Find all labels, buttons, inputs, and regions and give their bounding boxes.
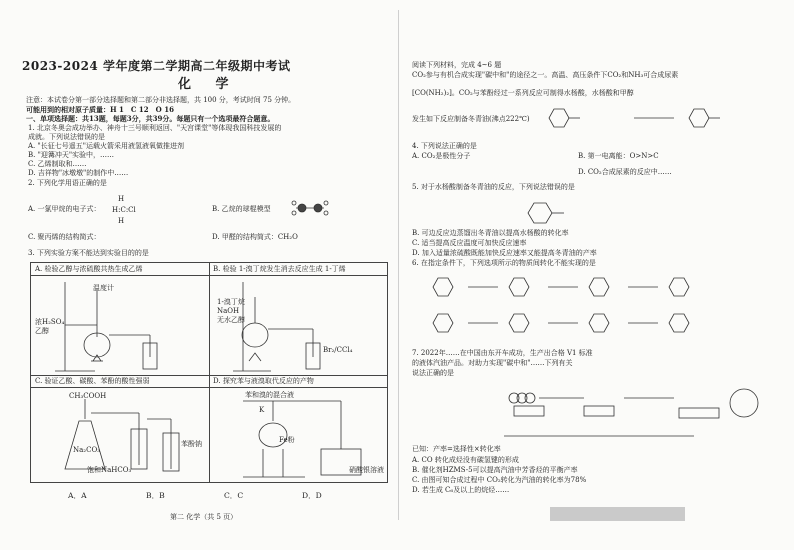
label-br2-ccl4: Br₂/CCl₄ <box>323 346 353 354</box>
q7-stem-3: 说法正确的是 <box>412 369 454 377</box>
label-fe-powder: Fe粉 <box>279 436 295 444</box>
material-line-1: CO₂参与有机合成实现"碳中和"的途径之一。高温、高压条件下CO₂和NH₃可合成尿素 <box>412 71 679 79</box>
label-thermometer: 温度计 <box>93 284 114 292</box>
q2-stem: 2. 下列化学用语正确的是 <box>28 179 107 187</box>
q5-option-a-structure <box>524 198 594 228</box>
experiment-table <box>30 262 388 483</box>
q6-stem: 6. 在指定条件下，下列选项所示的物质间转化不能实现的是 <box>412 259 596 267</box>
experiment-a-caption: A. 检验乙醇与浓硫酸共热生成乙烯 <box>35 265 143 273</box>
label-1-bromobutane: 1-溴丁烷 <box>217 298 245 306</box>
q7-known: 已知：产率=选择性×转化率 <box>412 445 501 453</box>
right-page <box>404 0 794 528</box>
label-benzene-bromine: 苯和溴的混合液 <box>245 391 294 399</box>
label-anhydrous-ethanol: 无水乙醇 <box>217 316 245 324</box>
q2-option-d: D. 甲醛的结构简式：CH₂O <box>212 233 298 241</box>
q7-stem: 7. 2022年……在中国由东开车成功，生产出合格 V1 标准 <box>412 349 593 357</box>
q5-option-b: B. 可边反应边蒸馏出冬青油以提高水杨酸的转化率 <box>412 229 569 237</box>
svg-text:H: H <box>118 217 125 225</box>
q7-option-a: A. CO 转化成烃没有碳氢键的形成 <box>412 456 519 464</box>
q2-option-c: C. 聚丙烯的结构简式： <box>28 233 101 241</box>
q7-option-b: B. 催化剂HZMS-5可以提高汽油中芳香烃的平衡产率 <box>412 466 578 474</box>
q5-stem: 5. 对于水杨酸制备冬青油的反应，下列说法错误的是 <box>412 183 575 191</box>
q3-stem: 3. 下列实验方案不能达到实验目的的是 <box>28 249 149 257</box>
ethane-ball-stick-model <box>290 200 330 216</box>
label-silver-nitrate: 硝酸银溶液 <box>349 466 384 474</box>
experiment-d-caption: D. 探究苯与液溴取代反应的产物 <box>213 377 314 385</box>
label-acetic-acid: CH₃COOH <box>69 392 107 400</box>
atomic-mass-note: 可能用到的相对原子质量：H 1 C 12 O 16 <box>26 105 174 114</box>
q7-option-c: C. 由图可知合成过程中 CO₂转化为汽油的转化率为78% <box>412 476 587 484</box>
q1-option-a: A. "长征七号遥五"运载火箭采用液氢液氧做推进剂 <box>28 142 184 150</box>
q1-stem-2: 成就。下列说法错误的是 <box>28 133 105 141</box>
q5-option-c: C. 适当提高反应温度可加快反应速率 <box>412 239 527 247</box>
q4-option-a: A. CO₂是极性分子 <box>412 152 471 160</box>
q1-option-b: B. "迎篝冲天"实验中，…… <box>28 151 115 159</box>
apparatus-b-drawing <box>213 277 383 373</box>
q1-stem: 1. 北京冬奥会成功举办、神舟十三号顺利返回、"天宫课堂"等体现我国科技发展的 <box>28 124 282 132</box>
q6-reaction-schemes <box>428 272 758 342</box>
label-valve-k: K <box>259 406 265 414</box>
label-naoh: NaOH <box>217 307 240 315</box>
svg-text:H:C:Cl: H:C:Cl <box>112 206 136 214</box>
subject-title: 化 学 <box>178 77 239 92</box>
material-line-3: 发生如下反应制备冬青油(沸点222℃) <box>412 115 530 123</box>
svg-text:H: H <box>118 195 125 203</box>
exam-title: 2023-2024 学年度第二学期高二年级期中考试 <box>22 59 291 73</box>
q3-option-c: C．C <box>224 491 244 500</box>
q4-option-b: B. 第一电离能：O>N>C <box>578 152 659 160</box>
q2-option-a: A. 一氯甲烷的电子式： <box>28 205 101 213</box>
q4-stem: 4. 下列说法正确的是 <box>412 142 477 150</box>
q4-option-d: D. CO₂合成尿素的反应中…… <box>578 168 672 176</box>
material-line-2: [CO(NH₂)₂]。CO₂与苯酚经过一系列反应可制得水杨酸，水杨酸和甲醇 <box>412 89 634 97</box>
q3-option-a: A．A <box>68 491 87 500</box>
label-ethanol: 乙醇 <box>35 327 49 335</box>
experiment-b-caption: B. 检验 1-溴丁烷发生消去反应生成 1-丁烯 <box>213 265 346 273</box>
label-na2co3: Na₂CO₃ <box>73 446 101 454</box>
q3-option-d: D．D <box>302 491 322 500</box>
experiment-c-caption: C. 验证乙酸、碳酸、苯酚的酸性强弱 <box>35 377 150 385</box>
q5-option-d: D. 加入适量浓硫酸既能加快反应速率又能提高冬青油的产率 <box>412 249 597 257</box>
gray-redaction-box <box>550 507 685 521</box>
chloromethane-electron-formula <box>112 194 152 224</box>
left-page <box>0 0 390 528</box>
q2-option-b: B. 乙烷的球棍模型 <box>212 205 271 213</box>
label-conc-h2so4: 浓H₂SO₄ <box>35 318 65 326</box>
section-heading: 一、单项选择题：共13题，每题3分，共39分。每题只有一个选项最符合题意。 <box>26 114 275 123</box>
q1-option-c: C. 乙烯制取和…… <box>28 160 87 168</box>
instruction-note: 注意：本试卷分第一部分选择题和第二部分非选择题，共 100 分，考试时间 75 分钟。 <box>26 96 296 104</box>
q1-option-d: D. 吉祥物"冰墩墩"的制作中…… <box>28 169 129 177</box>
footer-left: 第二 化学（共 5 页） <box>170 513 238 521</box>
material-heading: 阅读下列材料，完成 4~6 题 <box>412 61 502 69</box>
esterification-scheme <box>544 106 794 132</box>
label-sodium-phenoxide: 苯酚钠 <box>181 440 202 448</box>
column-divider <box>398 10 399 520</box>
label-sat-nahco3: 饱和NaHCO₃ <box>87 466 132 474</box>
q3-option-b: B．B <box>146 491 165 500</box>
q7-option-d: D. 若生成 C₆及以上的烷烃…… <box>412 486 510 494</box>
q7-stem-2: 的液体汽油产品。对助力实现"碳中和"……下列有关 <box>412 359 573 367</box>
co2-to-gasoline-scheme <box>494 378 794 448</box>
